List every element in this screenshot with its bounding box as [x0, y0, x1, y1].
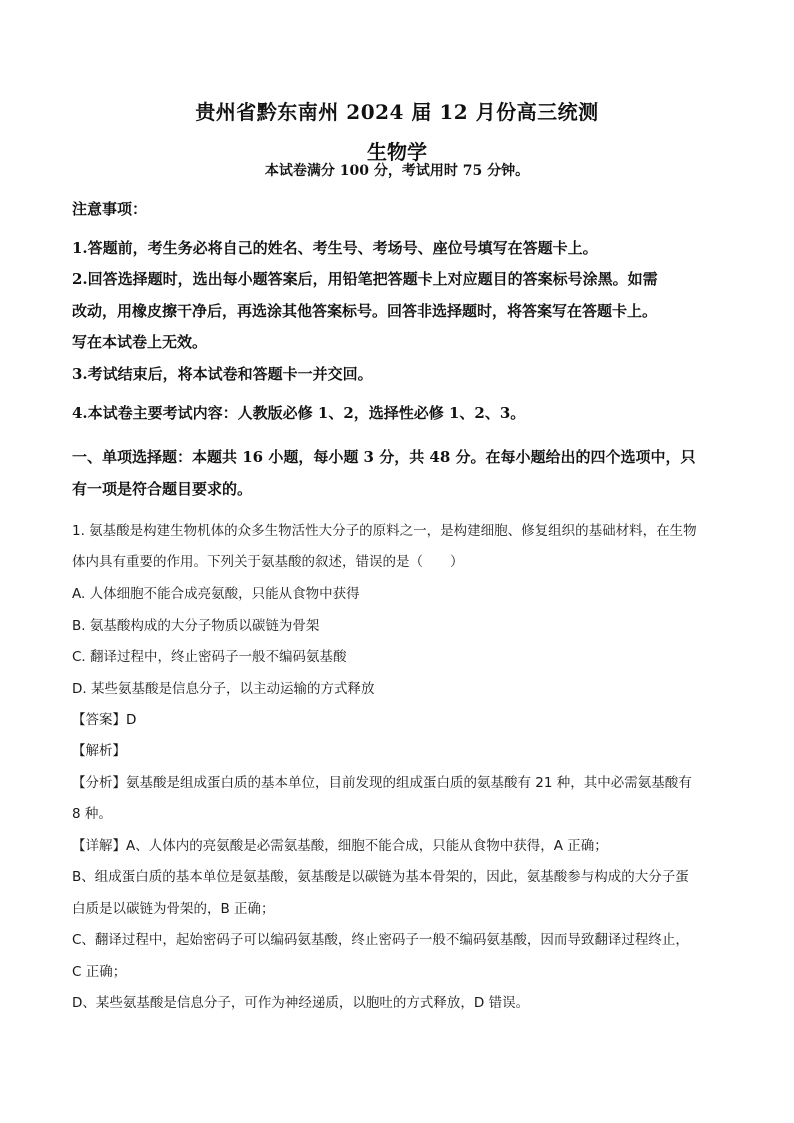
notes-heading: 注意事项： [72, 200, 148, 218]
detail-c-cont: C 正确； [72, 964, 127, 980]
subject-title: 生物学 [367, 140, 427, 164]
question-1-stem: 1. 氨基酸是构建生物机体的众多生物活性大分子的原料之一，是构建细胞、修复组织的基础材料，在生物 [72, 523, 697, 539]
section-heading: 一、单项选择题：本题共 16 小题，每小题 3 分，共 48 分。在每小题给出的四个选项中，只 [72, 448, 696, 466]
question-1-stem-cont: 体内具有重要的作用。下列关于氨基酸的叙述，错误的是（ ） [72, 554, 464, 570]
detail-b: B、组成蛋白质的基本单位是氨基酸，氨基酸是以碳链为基本骨架的，因此，氨基酸参与构成的大分子蛋 [72, 869, 689, 885]
detail-b-cont: 白质是以碳链为骨架的，B 正确； [72, 901, 275, 917]
answer-label: 【答案】D [72, 712, 137, 728]
analysis-label: 【解析】 [72, 743, 126, 759]
note-item-2-end: 写在本试卷上无效。 [72, 333, 208, 351]
exam-info: 本试卷满分 100 分，考试用时 75 分钟。 [264, 163, 530, 179]
note-item-2-cont: 改动，用橡皮擦干净后，再选涂其他答案标号。回答非选择题时，将答案写在答题卡上。 [72, 302, 658, 320]
option-a: A. 人体细胞不能合成亮氨酸，只能从食物中获得 [72, 586, 360, 602]
analysis-text: 【分析】氨基酸是组成蛋白质的基本单位，目前发现的组成蛋白质的氨基酸有 21 种，其中必需氨基酸有 [72, 775, 692, 791]
detail-d: D、某些氨基酸是信息分子，可作为神经递质，以胞吐的方式释放，D 错误。 [72, 995, 530, 1011]
note-item-3: 3.考试结束后，将本试卷和答题卡一并交回。 [72, 365, 373, 383]
option-b: B. 氨基酸构成的大分子物质以碳链为骨架 [72, 618, 320, 634]
analysis-text-cont: 8 种。 [72, 806, 112, 822]
document-title: 贵州省黔东南州 2024 届 12 月份高三统测 [195, 100, 599, 124]
section-heading-cont: 有一项是符合题目要求的。 [72, 480, 253, 498]
detail-c: C、翻译过程中，起始密码子可以编码氨基酸，终止密码子一般不编码氨基酸，因而导致翻译过程终止， [72, 932, 689, 948]
option-d: D. 某些氨基酸是信息分子，以主动运输的方式释放 [72, 681, 375, 697]
note-item-4: 4.本试卷主要考试内容：人教版必修 1、2，选择性必修 1、2、3。 [72, 404, 526, 422]
detail-a: 【详解】A、人体内的亮氨酸是必需氨基酸，细胞不能合成，只能从食物中获得，A 正确； [72, 838, 608, 854]
option-c: C. 翻译过程中，终止密码子一般不编码氨基酸 [72, 649, 347, 665]
note-item-2: 2.回答选择题时，选出每小题答案后，用铅笔把答题卡上对应题目的答案标号涂黑。如需 [72, 270, 658, 288]
note-item-1: 1.答题前，考生务必将自己的姓名、考生号、考场号、座位号填写在答题卡上。 [72, 239, 598, 257]
